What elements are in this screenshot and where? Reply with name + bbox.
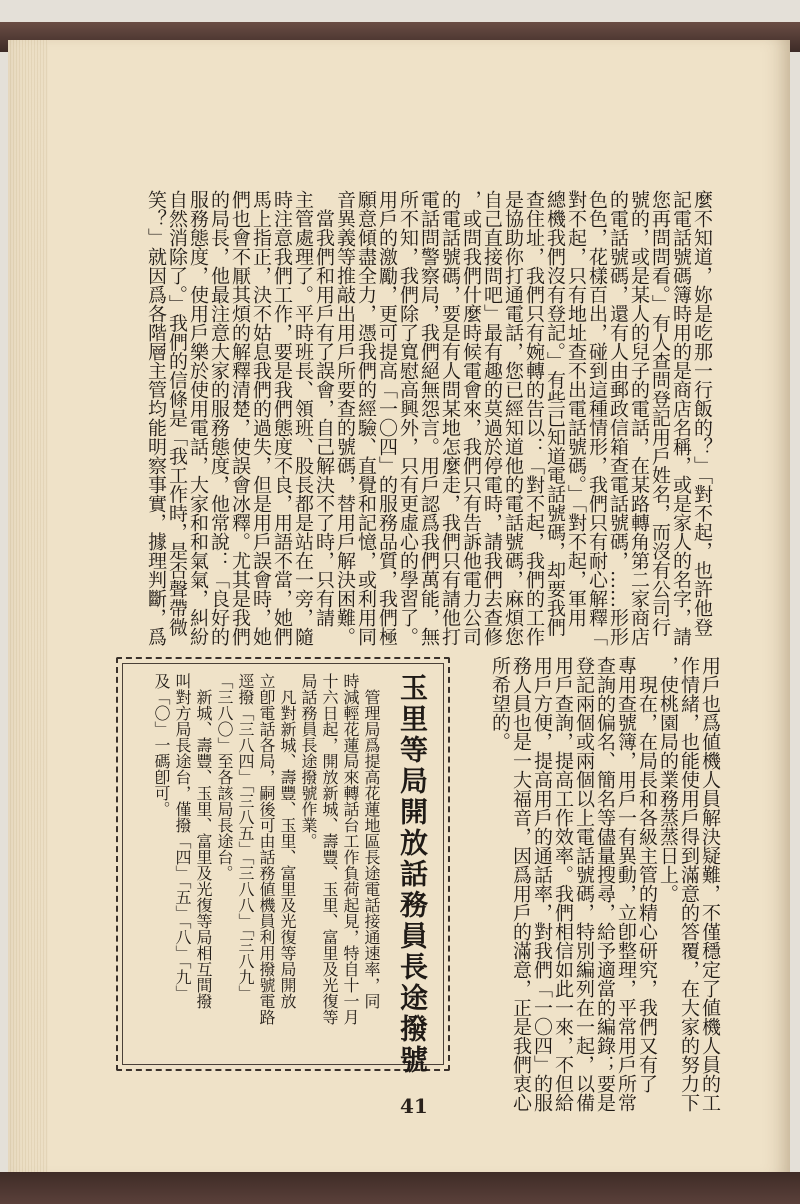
text-column: 用戶也爲値機人員解決疑難，不僅穩定了値機人員的工: [699, 656, 721, 1112]
text-column: 十六日起，開放新城、壽豐、玉里、富里及光復等: [320, 673, 339, 1025]
text-column: 現在，在局長和各級主管的精心研究，我們又有了: [636, 656, 658, 1093]
upper-text-block: [112, 190, 713, 646]
text-column: 願意傾盡全力，憑我們的經驗、直覺和記憶，或利用同: [355, 190, 377, 646]
text-column: 所希望的。: [489, 656, 511, 751]
page-number: 41: [400, 1094, 428, 1118]
text-column: 時減輕花蓮局來轉話台工作負荷起見，特自十一月: [341, 673, 360, 1025]
text-column: 的電話號碼，還有人由郵政信箱查電話號碼，……形形: [607, 190, 629, 646]
text-column: 當我們和用戶有了誤會，自己解決不了時，只有請: [313, 190, 335, 627]
text-column: 音異義等推敲出用戶所要查的號碼，替用戶解決困難。: [334, 190, 356, 646]
text-column: 用戶方便，提高用戶的通話率，對我們「一〇四」的服: [531, 656, 553, 1112]
text-column: 電話問警察局，我們絕無怨言。用戶認爲我們萬能，無: [418, 190, 440, 646]
text-column: 用戶查詢，提高工作效率。我們相信如此一來，不但給: [552, 656, 574, 1112]
notice-title: 玉里等局開放話務員長途撥號: [396, 673, 429, 1076]
text-column: 自己直接問吧」最有趣的莫過於停電時，請我們去查修: [481, 190, 503, 646]
text-column: 專用查號簿，用戶一有異動，立卽整理，平常用戶所常: [615, 656, 637, 1112]
text-column: 時注意我們工作，要是我們態度不良，用語不當，她們: [271, 190, 293, 646]
text-column: 管理局爲提高花蓮地區長途電話接通速率，同: [362, 673, 381, 1009]
text-column: 號的，或是某人的兒子的電話，在某路轉角第二家商店: [628, 190, 650, 646]
text-column: 的局長，他最注意大家的服務態度，他常說：「良好的: [208, 190, 230, 646]
lower-right-text-block: [480, 656, 721, 1112]
text-column: ，使桃園局的業務蒸蒸日上。: [657, 656, 679, 903]
text-column: 總機我們沒有登記。」有些已知道電話號碼，却要我們: [544, 190, 566, 637]
text-column: 「三八〇」至各該局長途台。: [215, 673, 234, 881]
text-column: 用戶的激勵，更可提高「一〇四」的服務品質，我們極: [376, 190, 398, 646]
text-column: 麼不知道，妳是吃那一行飯的？」「對不起，也許他登: [691, 190, 713, 637]
text-column: 色色，花樣百出，碰到這種情形，我們只有耐心解釋「: [586, 190, 608, 646]
text-column: 及「〇」一碼卽可。: [152, 673, 171, 817]
text-column: 笑？」就因爲各階層主管均能明察事實，據理判斷，爲: [145, 190, 167, 646]
text-column: 主管處理了。平時班長、領班、股長都是站在一旁，隨: [292, 190, 314, 646]
text-column: 逕撥「三八四」「三八五」「三八八」「三八九」: [236, 673, 255, 1001]
text-column: 是協助你打通電話，您已經知道他的電話號碼，麻煩您: [502, 190, 524, 646]
page-stack-edges: [8, 40, 48, 1176]
text-column: 自然消除了。」我們的信條是「我工作時，是否聲帶微: [166, 190, 188, 637]
notice-box: [116, 657, 450, 1076]
text-column: 服務態度，使用戶樂於使用電話，大家和和氣氣，糾紛: [187, 190, 209, 646]
text-column: 馬上指正，決不姑息我們的過失，但是用戶誤會時，她: [250, 190, 272, 646]
text-column: 立卽電話各局，嗣後可由話務値機員利用撥號電路: [257, 673, 276, 1025]
text-column: 凡對新城、壽豐、玉里、富里及光復等局開放: [278, 673, 297, 1009]
text-column: ，或問我們什麼時候電會來，我們只有告訴他電力公司: [460, 190, 482, 646]
text-column: 新城、壽豐、玉里、富里及光復等局相互間撥: [194, 673, 213, 1009]
text-column: 查住址，我們只有婉轉的告以：「對不起，我們的工作: [523, 190, 545, 646]
text-column: 所不知，我們除了寬慰高興外，只有更虛心的學習了。: [397, 190, 419, 646]
text-column: 對不起，只有地址查不出電話號碼。」「對不起，軍用: [565, 190, 587, 627]
notice-body: [151, 673, 382, 1053]
text-column: 的電話號碼，要是有人問某地怎麼走，我們只有請他打: [439, 190, 461, 646]
text-column: 們也會不厭其煩的解釋清楚，使誤會冰釋。尤其是我們: [229, 190, 251, 646]
text-column: 作情緒，也能使用戶得到滿意的答覆，在大家的努力下: [678, 656, 700, 1112]
text-column: 您再問問看。」有人查問登記用戶姓名，而沒有公司行: [649, 190, 671, 637]
text-column: 記電話號碼簿時用的是商店名稱，或是家人的名字，請: [670, 190, 692, 646]
text-column: 登記兩個或兩個以上電話號碼，特別編列在一起，以備: [573, 656, 595, 1112]
text-column: 務人員也是一大福音，因爲用戶的滿意，正是我們衷心: [510, 656, 532, 1112]
book-cover-bottom-edge: [0, 1172, 800, 1204]
text-column: 查詢的偏名、簡名等儘量搜尋，給予適當的編錄；要是: [594, 656, 616, 1112]
text-column: 局話務員長途撥號作業。: [299, 673, 318, 849]
text-column: 叫對方局長途台，僅撥「四」「五」「八」「九」: [173, 673, 192, 1001]
